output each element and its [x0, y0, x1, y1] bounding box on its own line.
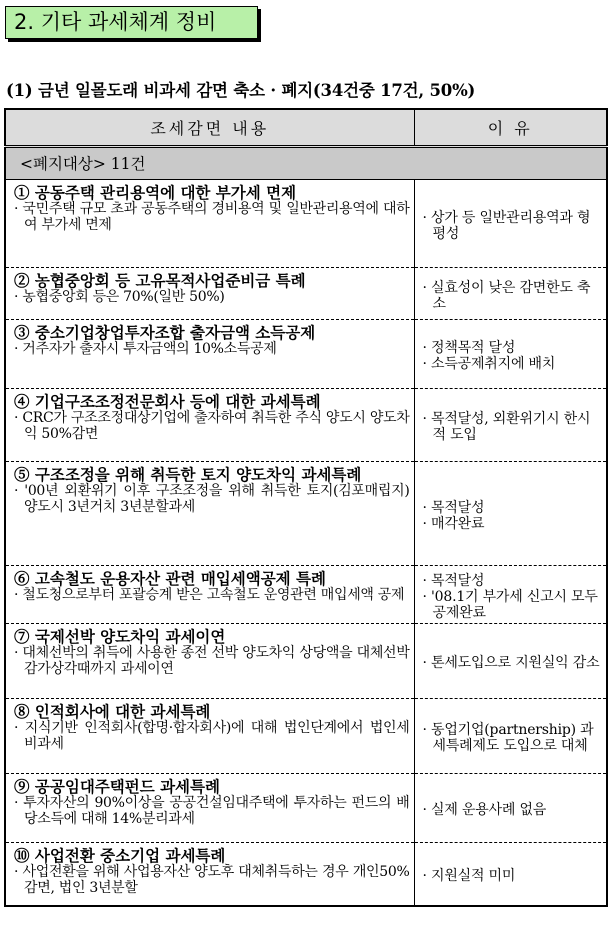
row-content-cell — [5, 624, 414, 699]
row-reason-cell — [414, 320, 607, 389]
row-content-cell — [5, 699, 414, 774]
row-reason-cell — [414, 268, 607, 320]
table-row — [5, 843, 607, 906]
row-reason-cell — [414, 462, 607, 566]
row-content-cell — [5, 389, 414, 462]
reason-text: · 목적달성, 외환위기시 한시적 도입 — [422, 411, 591, 443]
reason-text: · 정책목적 달성 — [422, 340, 516, 356]
group-label: <폐지대상> 11건 — [5, 147, 607, 180]
table-body — [5, 147, 607, 906]
reason-text: · 톤세도입으로 지원실익 감소 — [422, 655, 600, 671]
item-title: ③ 중소기업창업투자조합 출자금액 소득공제 — [14, 323, 316, 342]
item-title: ⑤ 구조조정을 위해 취득한 토지 양도차익 과세특례 — [14, 465, 362, 484]
reason-text: · 소득공제취지에 배치 — [422, 356, 556, 372]
item-detail: · 국민주택 규모 초과 공동주택의 경비용역 및 일반관리용역에 대하여 부가세 면제 — [14, 201, 410, 233]
row-content-cell — [5, 268, 414, 320]
table-row — [5, 389, 607, 462]
item-detail: · 사업전환을 위해 사업용자산 양도후 대체취득하는 경우 개인50%감면, 법인 3년분할 — [14, 864, 410, 896]
item-detail: · 철도청으로부터 포괄승계 받은 고속철도 운영관련 매입세액 공제 — [14, 587, 405, 603]
item-title: ④ 기업구조조정전문회사 등에 대한 과세특례 — [14, 392, 321, 411]
item-detail: · CRC가 구조조정대상기업에 출자하여 취득한 주식 양도시 양도차익 50%감면 — [14, 410, 410, 442]
row-content-cell — [5, 180, 414, 268]
reason-text: · 동업기업(partnership) 과세특례제도 도입으로 대체 — [422, 722, 594, 754]
item-title: ⑦ 국제선박 양도차익 과세이연 — [14, 627, 226, 646]
subtitle: (1) 금년 일몰도래 비과세 감면 축소 · 폐지(34건중 17건, 50%) — [6, 81, 476, 100]
item-title: ⑩ 사업전환 중소기업 과세특례 — [14, 846, 226, 865]
item-title: ⑥ 고속철도 운용자산 관련 매입세액공제 특례 — [14, 569, 326, 588]
reason-text: · 목적달성 — [422, 499, 485, 516]
item-detail: · 농협중앙회 등은 70%(일반 50%) — [14, 289, 225, 305]
table-row — [5, 699, 607, 774]
item-detail: · '00년 외환위기 이후 구조조정을 위해 취득한 토지(김포매립지) 양도시 3년거치 3년분할과세 — [14, 483, 410, 515]
item-detail: · 대체선박의 취득에 사용한 종전 선박 양도차익 상당액을 대체선박 감가상각때까지 과세이연 — [14, 645, 410, 677]
row-content-cell — [5, 462, 414, 566]
row-content-cell — [5, 774, 414, 843]
section-title: 2. 기타 과세체계 정비 — [5, 6, 258, 39]
item-title: ⑨ 공공임대주택펀드 과세특례 — [14, 777, 220, 796]
row-reason-cell — [414, 699, 607, 774]
row-content-cell — [5, 320, 414, 389]
table-row — [5, 624, 607, 699]
table-row — [5, 180, 607, 268]
row-reason-cell — [414, 774, 607, 843]
row-reason-cell — [414, 180, 607, 268]
table-row — [5, 320, 607, 389]
table-row — [5, 774, 607, 843]
row-content-cell — [5, 843, 414, 906]
row-reason-cell — [414, 389, 607, 462]
item-title: ① 공동주택 관리용역에 대한 부가세 면제 — [14, 183, 297, 202]
header-reason: 이 유 — [414, 109, 607, 147]
item-detail: · 지식기반 인적회사(합명·합자회사)에 대해 법인단계에서 법인세 비과세 — [14, 720, 410, 752]
row-reason-cell — [414, 843, 607, 906]
reason-text: · 목적달성 — [422, 572, 485, 589]
item-detail: · 거주자가 출자시 투자금액의 10%소득공제 — [14, 341, 277, 357]
reason-text: · 상가 등 일반관리용역과 형평성 — [422, 209, 591, 242]
row-reason-cell — [414, 566, 607, 624]
header-content: 조세감면 내용 — [5, 109, 414, 147]
row-reason-cell — [414, 624, 607, 699]
reason-text: · 실효성이 낮은 감면한도 축소 — [422, 279, 591, 312]
reason-text: · 매각완료 — [422, 515, 485, 532]
tax-exemption-table — [4, 108, 608, 907]
item-title: ⑧ 인적회사에 대한 과세특례 — [14, 702, 211, 721]
row-content-cell — [5, 566, 414, 624]
item-title: ② 농협중앙회 등 고유목적사업준비금 특례 — [14, 271, 306, 290]
reason-text: · 지원실적 미미 — [422, 867, 516, 884]
reason-text: · '08.1기 부가세 신고시 모두 공제완료 — [422, 588, 598, 621]
table-row — [5, 462, 607, 566]
reason-text: · 실제 운용사례 없음 — [422, 802, 547, 818]
table-row — [5, 268, 607, 320]
item-detail: · 투자자산의 90%이상을 공공건설임대주택에 투자하는 펀드의 배당소득에 대해 14%분리과세 — [14, 795, 410, 827]
table-row — [5, 566, 607, 624]
